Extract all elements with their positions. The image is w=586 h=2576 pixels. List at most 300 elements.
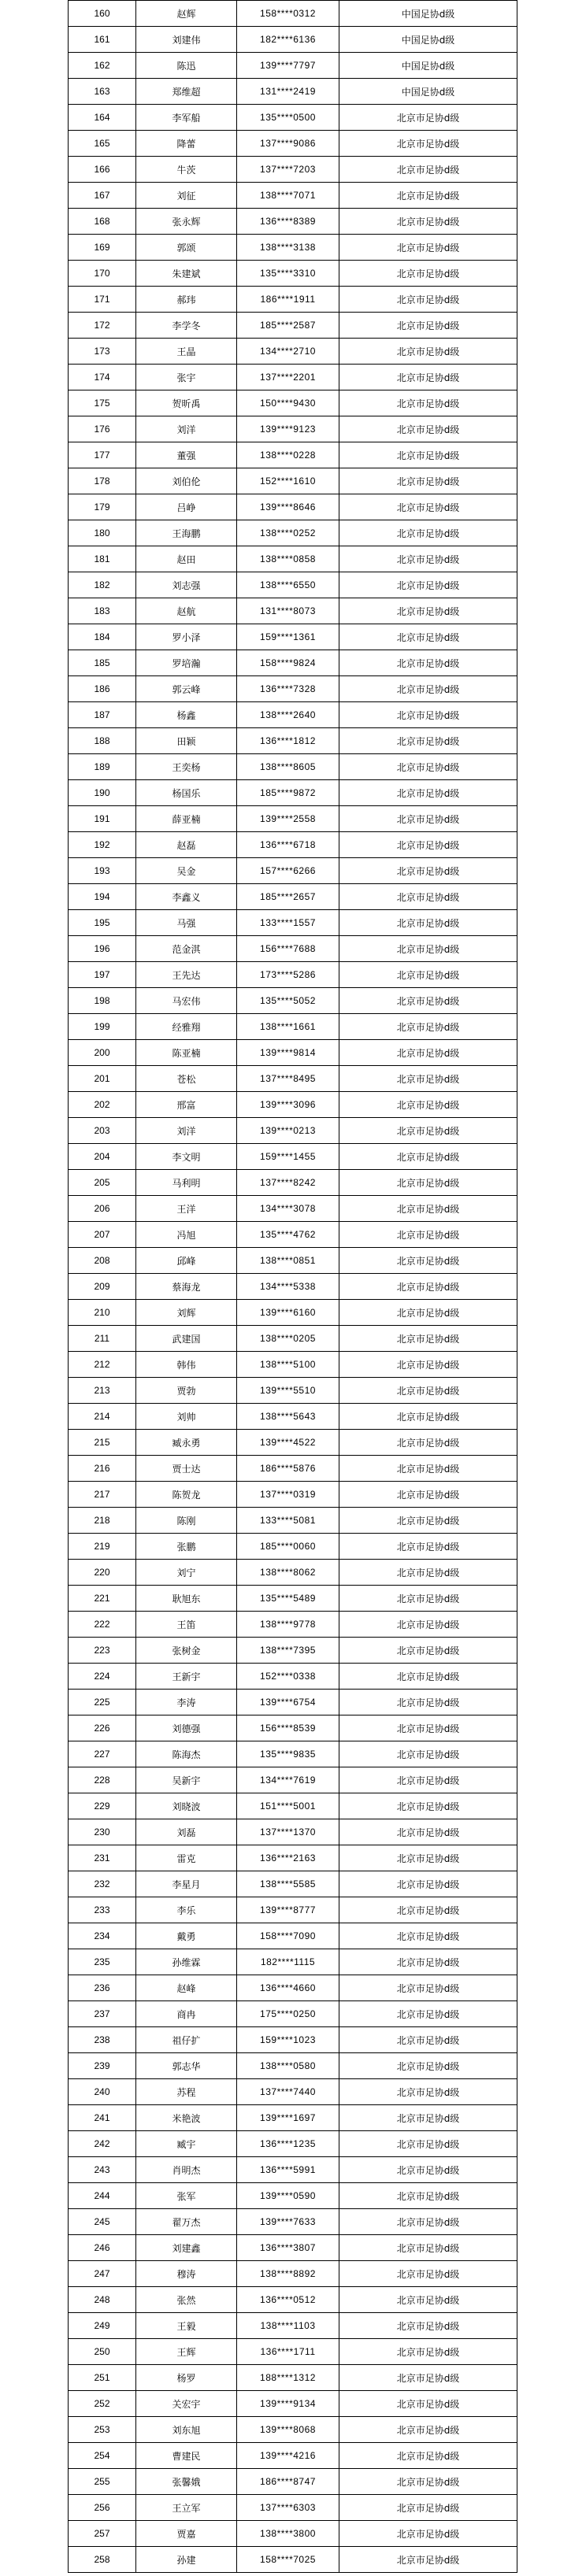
- table-row: [69, 494, 517, 520]
- certification-cell: 北京市足协d级: [339, 2443, 517, 2469]
- serial-number-cell: 247: [69, 2261, 136, 2287]
- name-cell: 张鹏: [136, 1534, 237, 1560]
- table-row: [69, 1586, 517, 1612]
- name-cell: 李军船: [136, 105, 237, 131]
- serial-number-cell: 191: [69, 806, 136, 832]
- table-row: [69, 2261, 517, 2287]
- name-cell: 吴金: [136, 858, 237, 884]
- name-cell: 邱峰: [136, 1248, 237, 1274]
- certification-cell: 北京市足协d级: [339, 2157, 517, 2183]
- serial-number-cell: 222: [69, 1612, 136, 1638]
- certification-cell: 北京市足协d级: [339, 1767, 517, 1793]
- phone-cell: 134****3078: [237, 1196, 339, 1222]
- name-cell: 韩伟: [136, 1352, 237, 1378]
- name-cell: 范金淇: [136, 936, 237, 962]
- name-cell: 刘建伟: [136, 27, 237, 53]
- phone-cell: 159****1455: [237, 1144, 339, 1170]
- name-cell: 孙建: [136, 2547, 237, 2573]
- certification-cell: 北京市足协d级: [339, 416, 517, 442]
- phone-cell: 137****0319: [237, 1482, 339, 1508]
- table-row: [69, 2547, 517, 2573]
- name-cell: 杨鑫: [136, 702, 237, 728]
- serial-number-cell: 252: [69, 2391, 136, 2417]
- table-row: [69, 1897, 517, 1923]
- phone-cell: 138****7395: [237, 1638, 339, 1664]
- certification-cell: 北京市足协d级: [339, 884, 517, 910]
- certification-cell: 北京市足协d级: [339, 1871, 517, 1897]
- serial-number-cell: 173: [69, 339, 136, 365]
- certification-cell: 北京市足协d级: [339, 1612, 517, 1638]
- phone-cell: 134****2710: [237, 339, 339, 365]
- phone-cell: 185****2657: [237, 884, 339, 910]
- name-cell: 苍松: [136, 1066, 237, 1092]
- table-row: [69, 832, 517, 858]
- serial-number-cell: 181: [69, 546, 136, 572]
- serial-number-cell: 208: [69, 1248, 136, 1274]
- phone-cell: 182****1115: [237, 1949, 339, 1975]
- certification-cell: 中国足协d级: [339, 27, 517, 53]
- table-row: [69, 2469, 517, 2495]
- name-cell: 罗培瀚: [136, 650, 237, 676]
- serial-number-cell: 202: [69, 1092, 136, 1118]
- name-cell: 王笛: [136, 1612, 237, 1638]
- table-row: [69, 157, 517, 183]
- table-row: [69, 1274, 517, 1300]
- serial-number-cell: 241: [69, 2105, 136, 2131]
- phone-cell: 135****3310: [237, 261, 339, 287]
- certification-cell: 北京市足协d级: [339, 313, 517, 339]
- phone-cell: 138****9778: [237, 1612, 339, 1638]
- name-cell: 刘伯伦: [136, 468, 237, 494]
- serial-number-cell: 240: [69, 2079, 136, 2105]
- table-row: [69, 2001, 517, 2027]
- table-row: [69, 2365, 517, 2391]
- phone-cell: 156****8539: [237, 1715, 339, 1741]
- certification-cell: 北京市足协d级: [339, 1248, 517, 1274]
- certification-cell: 北京市足协d级: [339, 2209, 517, 2235]
- serial-number-cell: 219: [69, 1534, 136, 1560]
- name-cell: 李乐: [136, 1897, 237, 1923]
- phone-cell: 138****0580: [237, 2053, 339, 2079]
- certification-cell: 北京市足协d级: [339, 780, 517, 806]
- name-cell: 吴新宇: [136, 1767, 237, 1793]
- certification-cell: 北京市足协d级: [339, 1092, 517, 1118]
- phone-cell: 138****3800: [237, 2521, 339, 2547]
- phone-cell: 133****5081: [237, 1508, 339, 1534]
- certification-cell: 北京市足协d级: [339, 1404, 517, 1430]
- certification-cell: 北京市足协d级: [339, 2131, 517, 2157]
- phone-cell: 186****8747: [237, 2469, 339, 2495]
- table-row: [69, 1482, 517, 1508]
- certification-cell: 北京市足协d级: [339, 1352, 517, 1378]
- certification-cell: 北京市足协d级: [339, 1690, 517, 1715]
- table-row: [69, 1144, 517, 1170]
- table-row: [69, 339, 517, 365]
- serial-number-cell: 224: [69, 1664, 136, 1690]
- serial-number-cell: 215: [69, 1430, 136, 1456]
- certification-cell: 北京市足协d级: [339, 2105, 517, 2131]
- serial-number-cell: 217: [69, 1482, 136, 1508]
- table-row: [69, 2495, 517, 2521]
- phone-cell: 139****3096: [237, 1092, 339, 1118]
- table-row: [69, 287, 517, 313]
- table-row: [69, 1638, 517, 1664]
- phone-cell: 135****4762: [237, 1222, 339, 1248]
- serial-number-cell: 223: [69, 1638, 136, 1664]
- referee-list-table: [68, 0, 517, 2573]
- serial-number-cell: 168: [69, 209, 136, 235]
- name-cell: 张宇: [136, 365, 237, 390]
- table-row: [69, 2157, 517, 2183]
- name-cell: 王晶: [136, 339, 237, 365]
- phone-cell: 157****6266: [237, 858, 339, 884]
- name-cell: 戴勇: [136, 1923, 237, 1949]
- table-row: [69, 1014, 517, 1040]
- name-cell: 董强: [136, 442, 237, 468]
- serial-number-cell: 242: [69, 2131, 136, 2157]
- certification-cell: 北京市足协d级: [339, 806, 517, 832]
- serial-number-cell: 178: [69, 468, 136, 494]
- certification-cell: 北京市足协d级: [339, 2521, 517, 2547]
- name-cell: 吕峥: [136, 494, 237, 520]
- table-row: [69, 1793, 517, 1819]
- name-cell: 蔡海龙: [136, 1274, 237, 1300]
- table-row: [69, 183, 517, 209]
- name-cell: 张树金: [136, 1638, 237, 1664]
- certification-cell: 北京市足协d级: [339, 1508, 517, 1534]
- name-cell: 王毅: [136, 2313, 237, 2339]
- certification-cell: 中国足协d级: [339, 53, 517, 79]
- table-row: [69, 702, 517, 728]
- certification-cell: 北京市足协d级: [339, 858, 517, 884]
- certification-cell: 北京市足协d级: [339, 105, 517, 131]
- table-row: [69, 884, 517, 910]
- table-row: [69, 2209, 517, 2235]
- phone-cell: 151****5001: [237, 1793, 339, 1819]
- certification-cell: 北京市足协d级: [339, 676, 517, 702]
- serial-number-cell: 244: [69, 2183, 136, 2209]
- certification-cell: 北京市足协d级: [339, 287, 517, 313]
- name-cell: 刘德强: [136, 1715, 237, 1741]
- name-cell: 赵峰: [136, 1975, 237, 2001]
- serial-number-cell: 189: [69, 754, 136, 780]
- serial-number-cell: 230: [69, 1819, 136, 1845]
- name-cell: 陈迅: [136, 53, 237, 79]
- serial-number-cell: 171: [69, 287, 136, 313]
- serial-number-cell: 170: [69, 261, 136, 287]
- phone-cell: 137****7203: [237, 157, 339, 183]
- serial-number-cell: 258: [69, 2547, 136, 2573]
- phone-cell: 186****1911: [237, 287, 339, 313]
- phone-cell: 137****8242: [237, 1170, 339, 1196]
- phone-cell: 137****6303: [237, 2495, 339, 2521]
- serial-number-cell: 207: [69, 1222, 136, 1248]
- serial-number-cell: 186: [69, 676, 136, 702]
- name-cell: 王奕杨: [136, 754, 237, 780]
- phone-cell: 136****0512: [237, 2287, 339, 2313]
- name-cell: 贺昕禹: [136, 390, 237, 416]
- phone-cell: 138****1661: [237, 1014, 339, 1040]
- name-cell: 关宏宇: [136, 2391, 237, 2417]
- table-row: [69, 53, 517, 79]
- certification-cell: 北京市足协d级: [339, 2001, 517, 2027]
- serial-number-cell: 256: [69, 2495, 136, 2521]
- table-row: [69, 1092, 517, 1118]
- certification-cell: 北京市足协d级: [339, 2027, 517, 2053]
- certification-cell: 北京市足协d级: [339, 2365, 517, 2391]
- certification-cell: 北京市足协d级: [339, 390, 517, 416]
- phone-cell: 182****6136: [237, 27, 339, 53]
- table-row: [69, 1040, 517, 1066]
- serial-number-cell: 227: [69, 1741, 136, 1767]
- table-row: [69, 754, 517, 780]
- table-row: [69, 1170, 517, 1196]
- name-cell: 王立军: [136, 2495, 237, 2521]
- name-cell: 李文明: [136, 1144, 237, 1170]
- name-cell: 郝玮: [136, 287, 237, 313]
- phone-cell: 185****0060: [237, 1534, 339, 1560]
- phone-cell: 138****8892: [237, 2261, 339, 2287]
- name-cell: 杨国乐: [136, 780, 237, 806]
- table-row: [69, 1352, 517, 1378]
- table-row: [69, 390, 517, 416]
- certification-cell: 北京市足协d级: [339, 2469, 517, 2495]
- serial-number-cell: 245: [69, 2209, 136, 2235]
- serial-number-cell: 160: [69, 1, 136, 27]
- phone-cell: 136****5991: [237, 2157, 339, 2183]
- table-row: [69, 2235, 517, 2261]
- phone-cell: 139****9134: [237, 2391, 339, 2417]
- table-row: [69, 131, 517, 157]
- certification-cell: 北京市足协d级: [339, 235, 517, 261]
- certification-cell: 北京市足协d级: [339, 442, 517, 468]
- table-row: [69, 2053, 517, 2079]
- name-cell: 耿旭东: [136, 1586, 237, 1612]
- name-cell: 苏程: [136, 2079, 237, 2105]
- name-cell: 曹建民: [136, 2443, 237, 2469]
- serial-number-cell: 177: [69, 442, 136, 468]
- table-row: [69, 988, 517, 1014]
- table-row: [69, 1326, 517, 1352]
- name-cell: 穆涛: [136, 2261, 237, 2287]
- phone-cell: 138****0205: [237, 1326, 339, 1352]
- serial-number-cell: 198: [69, 988, 136, 1014]
- phone-cell: 138****6550: [237, 572, 339, 598]
- phone-cell: 139****5510: [237, 1378, 339, 1404]
- serial-number-cell: 254: [69, 2443, 136, 2469]
- certification-cell: 北京市足协d级: [339, 2053, 517, 2079]
- table-row: [69, 1690, 517, 1715]
- serial-number-cell: 234: [69, 1923, 136, 1949]
- table-row: [69, 1741, 517, 1767]
- phone-cell: 139****4522: [237, 1430, 339, 1456]
- serial-number-cell: 235: [69, 1949, 136, 1975]
- table-row: [69, 962, 517, 988]
- phone-cell: 136****1812: [237, 728, 339, 754]
- certification-cell: 北京市足协d级: [339, 468, 517, 494]
- name-cell: 李星月: [136, 1871, 237, 1897]
- table-row: [69, 2131, 517, 2157]
- phone-cell: 136****3807: [237, 2235, 339, 2261]
- table-row: [69, 1300, 517, 1326]
- name-cell: 郑维超: [136, 79, 237, 105]
- serial-number-cell: 249: [69, 2313, 136, 2339]
- certification-cell: 北京市足协d级: [339, 1897, 517, 1923]
- table-row: [69, 1508, 517, 1534]
- certification-cell: 北京市足协d级: [339, 157, 517, 183]
- serial-number-cell: 231: [69, 1845, 136, 1871]
- name-cell: 米艳波: [136, 2105, 237, 2131]
- serial-number-cell: 216: [69, 1456, 136, 1482]
- name-cell: 张馨娥: [136, 2469, 237, 2495]
- name-cell: 郭志华: [136, 2053, 237, 2079]
- phone-cell: 158****7090: [237, 1923, 339, 1949]
- name-cell: 刘建鑫: [136, 2235, 237, 2261]
- phone-cell: 139****8777: [237, 1897, 339, 1923]
- serial-number-cell: 179: [69, 494, 136, 520]
- certification-cell: 北京市足协d级: [339, 1949, 517, 1975]
- phone-cell: 139****6160: [237, 1300, 339, 1326]
- phone-cell: 133****1557: [237, 910, 339, 936]
- certification-cell: 北京市足协d级: [339, 2547, 517, 2573]
- serial-number-cell: 251: [69, 2365, 136, 2391]
- certification-cell: 北京市足协d级: [339, 261, 517, 287]
- certification-cell: 北京市足协d级: [339, 1170, 517, 1196]
- certification-cell: 北京市足协d级: [339, 754, 517, 780]
- phone-cell: 139****0213: [237, 1118, 339, 1144]
- table-row: [69, 624, 517, 650]
- certification-cell: 北京市足协d级: [339, 520, 517, 546]
- name-cell: 朱建斌: [136, 261, 237, 287]
- name-cell: 郭颂: [136, 235, 237, 261]
- phone-cell: 188****1312: [237, 2365, 339, 2391]
- serial-number-cell: 212: [69, 1352, 136, 1378]
- certification-cell: 北京市足协d级: [339, 598, 517, 624]
- certification-cell: 北京市足协d级: [339, 936, 517, 962]
- serial-number-cell: 199: [69, 1014, 136, 1040]
- name-cell: 刘洋: [136, 1118, 237, 1144]
- serial-number-cell: 194: [69, 884, 136, 910]
- table-row: [69, 313, 517, 339]
- certification-cell: 北京市足协d级: [339, 365, 517, 390]
- table-row: [69, 1871, 517, 1897]
- serial-number-cell: 197: [69, 962, 136, 988]
- certification-cell: 北京市足协d级: [339, 962, 517, 988]
- certification-cell: 中国足协d级: [339, 79, 517, 105]
- serial-number-cell: 163: [69, 79, 136, 105]
- name-cell: 刘晓波: [136, 1793, 237, 1819]
- name-cell: 张永辉: [136, 209, 237, 235]
- name-cell: 王海鹏: [136, 520, 237, 546]
- phone-cell: 150****9430: [237, 390, 339, 416]
- name-cell: 祖仔扩: [136, 2027, 237, 2053]
- serial-number-cell: 213: [69, 1378, 136, 1404]
- phone-cell: 134****5338: [237, 1274, 339, 1300]
- phone-cell: 159****1023: [237, 2027, 339, 2053]
- serial-number-cell: 196: [69, 936, 136, 962]
- serial-number-cell: 228: [69, 1767, 136, 1793]
- name-cell: 马利明: [136, 1170, 237, 1196]
- name-cell: 刘志强: [136, 572, 237, 598]
- name-cell: 赵航: [136, 598, 237, 624]
- name-cell: 冯旭: [136, 1222, 237, 1248]
- phone-cell: 139****8646: [237, 494, 339, 520]
- serial-number-cell: 195: [69, 910, 136, 936]
- phone-cell: 135****9835: [237, 1741, 339, 1767]
- name-cell: 马宏伟: [136, 988, 237, 1014]
- serial-number-cell: 226: [69, 1715, 136, 1741]
- certification-cell: 北京市足协d级: [339, 1300, 517, 1326]
- table-row: [69, 209, 517, 235]
- name-cell: 刘东旭: [136, 2417, 237, 2443]
- certification-cell: 北京市足协d级: [339, 2417, 517, 2443]
- phone-cell: 137****1370: [237, 1819, 339, 1845]
- name-cell: 陈亚楠: [136, 1040, 237, 1066]
- phone-cell: 139****4216: [237, 2443, 339, 2469]
- phone-cell: 136****4660: [237, 1975, 339, 2001]
- certification-cell: 北京市足协d级: [339, 1456, 517, 1482]
- phone-cell: 138****0851: [237, 1248, 339, 1274]
- certification-cell: 北京市足协d级: [339, 2495, 517, 2521]
- phone-cell: 138****7071: [237, 183, 339, 209]
- certification-cell: 北京市足协d级: [339, 1923, 517, 1949]
- certification-cell: 北京市足协d级: [339, 624, 517, 650]
- table-row: [69, 261, 517, 287]
- name-cell: 臧宇: [136, 2131, 237, 2157]
- table-row: [69, 235, 517, 261]
- serial-number-cell: 209: [69, 1274, 136, 1300]
- name-cell: 孙维霖: [136, 1949, 237, 1975]
- table-row: [69, 416, 517, 442]
- certification-cell: 北京市足协d级: [339, 2079, 517, 2105]
- serial-number-cell: 166: [69, 157, 136, 183]
- table-row: [69, 1066, 517, 1092]
- serial-number-cell: 210: [69, 1300, 136, 1326]
- name-cell: 罗小泽: [136, 624, 237, 650]
- phone-cell: 137****9086: [237, 131, 339, 157]
- table-row: [69, 105, 517, 131]
- phone-cell: 139****1697: [237, 2105, 339, 2131]
- name-cell: 李学冬: [136, 313, 237, 339]
- certification-cell: 北京市足协d级: [339, 209, 517, 235]
- name-cell: 王洋: [136, 1196, 237, 1222]
- certification-cell: 北京市足协d级: [339, 2391, 517, 2417]
- table-row: [69, 650, 517, 676]
- certification-cell: 北京市足协d级: [339, 1222, 517, 1248]
- table-row: [69, 1404, 517, 1430]
- name-cell: 刘辉: [136, 1300, 237, 1326]
- table-row: [69, 1118, 517, 1144]
- phone-cell: 138****8605: [237, 754, 339, 780]
- name-cell: 武建国: [136, 1326, 237, 1352]
- serial-number-cell: 167: [69, 183, 136, 209]
- phone-cell: 158****9824: [237, 650, 339, 676]
- table-row: [69, 1664, 517, 1690]
- table-row: [69, 2391, 517, 2417]
- name-cell: 张军: [136, 2183, 237, 2209]
- certification-cell: 北京市足协d级: [339, 339, 517, 365]
- serial-number-cell: 229: [69, 1793, 136, 1819]
- name-cell: 翟万杰: [136, 2209, 237, 2235]
- serial-number-cell: 201: [69, 1066, 136, 1092]
- serial-number-cell: 200: [69, 1040, 136, 1066]
- table-row: [69, 1534, 517, 1560]
- name-cell: 郭云峰: [136, 676, 237, 702]
- name-cell: 刘帅: [136, 1404, 237, 1430]
- certification-cell: 北京市足协d级: [339, 702, 517, 728]
- serial-number-cell: 253: [69, 2417, 136, 2443]
- serial-number-cell: 182: [69, 572, 136, 598]
